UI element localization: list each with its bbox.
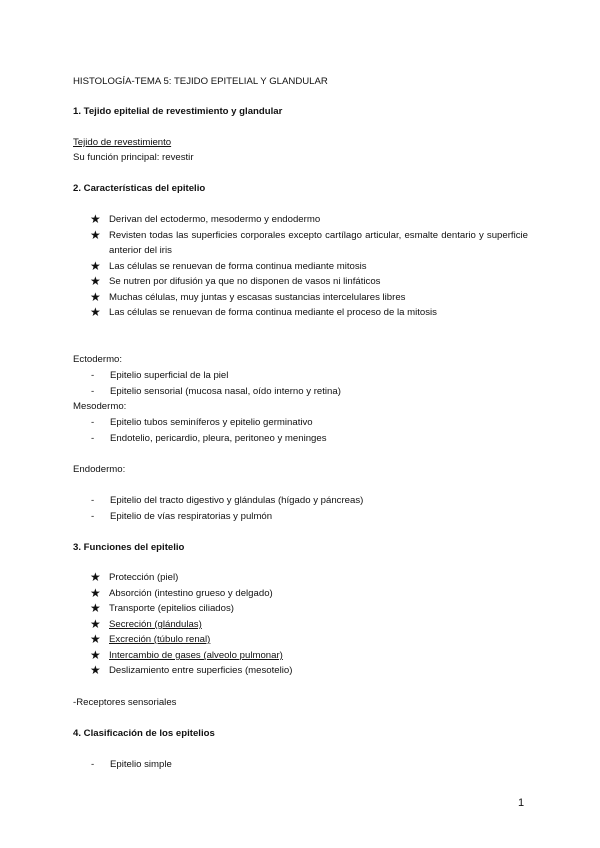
star-bullet-icon: ★ xyxy=(90,663,101,677)
list-item: - Epitelio simple xyxy=(91,759,172,770)
list-item: ★ Se nutren por difusión ya que no disponen de vasos ni linfáticos xyxy=(90,274,381,288)
list-item: ★ Protección (piel) xyxy=(90,570,179,584)
list-item: - Epitelio de vías respiratorias y pulmón xyxy=(91,511,273,522)
section-2-heading: 2. Características del epitelio xyxy=(73,183,206,194)
dash-bullet: - xyxy=(91,511,95,522)
star-bullet-icon: ★ xyxy=(90,290,101,304)
mesodermo-label: Mesodermo: xyxy=(73,401,127,412)
star-bullet-icon: ★ xyxy=(90,632,101,646)
list-item: ★ Secreción (glándulas) xyxy=(90,617,202,631)
dash-bullet: - xyxy=(91,495,95,506)
list-item: ★ Deslizamiento entre superficies (mesotelio) xyxy=(90,663,293,677)
ectodermo-label: Ectodermo: xyxy=(73,354,123,365)
list-item: - Epitelio sensorial (mucosa nasal, oído interno y retina) xyxy=(91,386,341,397)
dash-bullet: - xyxy=(91,759,95,770)
dash-bullet: - xyxy=(91,433,95,444)
dash-bullet: - xyxy=(91,370,95,381)
section-4-heading: 4. Clasificación de los epitelios xyxy=(73,728,215,739)
star-bullet-icon: ★ xyxy=(90,648,101,662)
list-item: ★ Revisten todas las superficies corporales excepto cartílago articular, esmalte dentario y superficie anterior del iris xyxy=(90,228,528,256)
star-bullet-icon: ★ xyxy=(90,305,101,319)
star-bullet-icon: ★ xyxy=(90,228,101,242)
section-1-heading: 1. Tejido epitelial de revestimiento y glandular xyxy=(73,106,283,117)
star-bullet-icon: ★ xyxy=(90,570,101,584)
page-number: 1 xyxy=(518,797,525,809)
dash-bullet: - xyxy=(91,417,95,428)
document-title: HISTOLOGÍA-TEMA 5: TEJIDO EPITELIAL Y GLANDULAR xyxy=(73,76,328,87)
list-item: ★ Transporte (epitelios ciliados) xyxy=(90,601,234,615)
section-1-text: Su función principal: revestir xyxy=(73,152,194,163)
list-item: - Epitelio tubos seminíferos y epitelio germinativo xyxy=(91,417,313,428)
star-bullet-icon: ★ xyxy=(90,274,101,288)
star-bullet-icon: ★ xyxy=(90,212,101,226)
list-item: ★ Muchas células, muy juntas y escasas sustancias intercelulares libres xyxy=(90,290,406,304)
list-item: ★ Las células se renuevan de forma continua mediante mitosis xyxy=(90,259,367,273)
list-item: - Epitelio del tracto digestivo y glándulas (hígado y páncreas) xyxy=(91,495,364,506)
star-bullet-icon: ★ xyxy=(90,259,101,273)
section-3-heading: 3. Funciones del epitelio xyxy=(73,542,185,553)
star-bullet-icon: ★ xyxy=(90,586,101,600)
list-item: ★ Las células se renuevan de forma continua mediante el proceso de la mitosis xyxy=(90,305,437,319)
list-item: ★ Intercambio de gases (alveolo pulmonar) xyxy=(90,648,283,662)
star-bullet-icon: ★ xyxy=(90,601,101,615)
list-item: ★ Derivan del ectodermo, mesodermo y endodermo xyxy=(90,212,321,226)
list-item: ★ Absorción (intestino grueso y delgado) xyxy=(90,586,273,600)
dash-bullet: - xyxy=(91,386,95,397)
endodermo-label: Endodermo: xyxy=(73,464,126,475)
star-bullet-icon: ★ xyxy=(90,617,101,631)
list-item: ★ Excreción (túbulo renal) xyxy=(90,632,211,646)
section-1-subheading: Tejido de revestimiento xyxy=(73,137,172,148)
list-item: - Epitelio superficial de la piel xyxy=(91,370,229,381)
list-item: - Endotelio, pericardio, pleura, peritoneo y meninges xyxy=(91,433,327,444)
section-3-extra: -Receptores sensoriales xyxy=(73,697,177,708)
